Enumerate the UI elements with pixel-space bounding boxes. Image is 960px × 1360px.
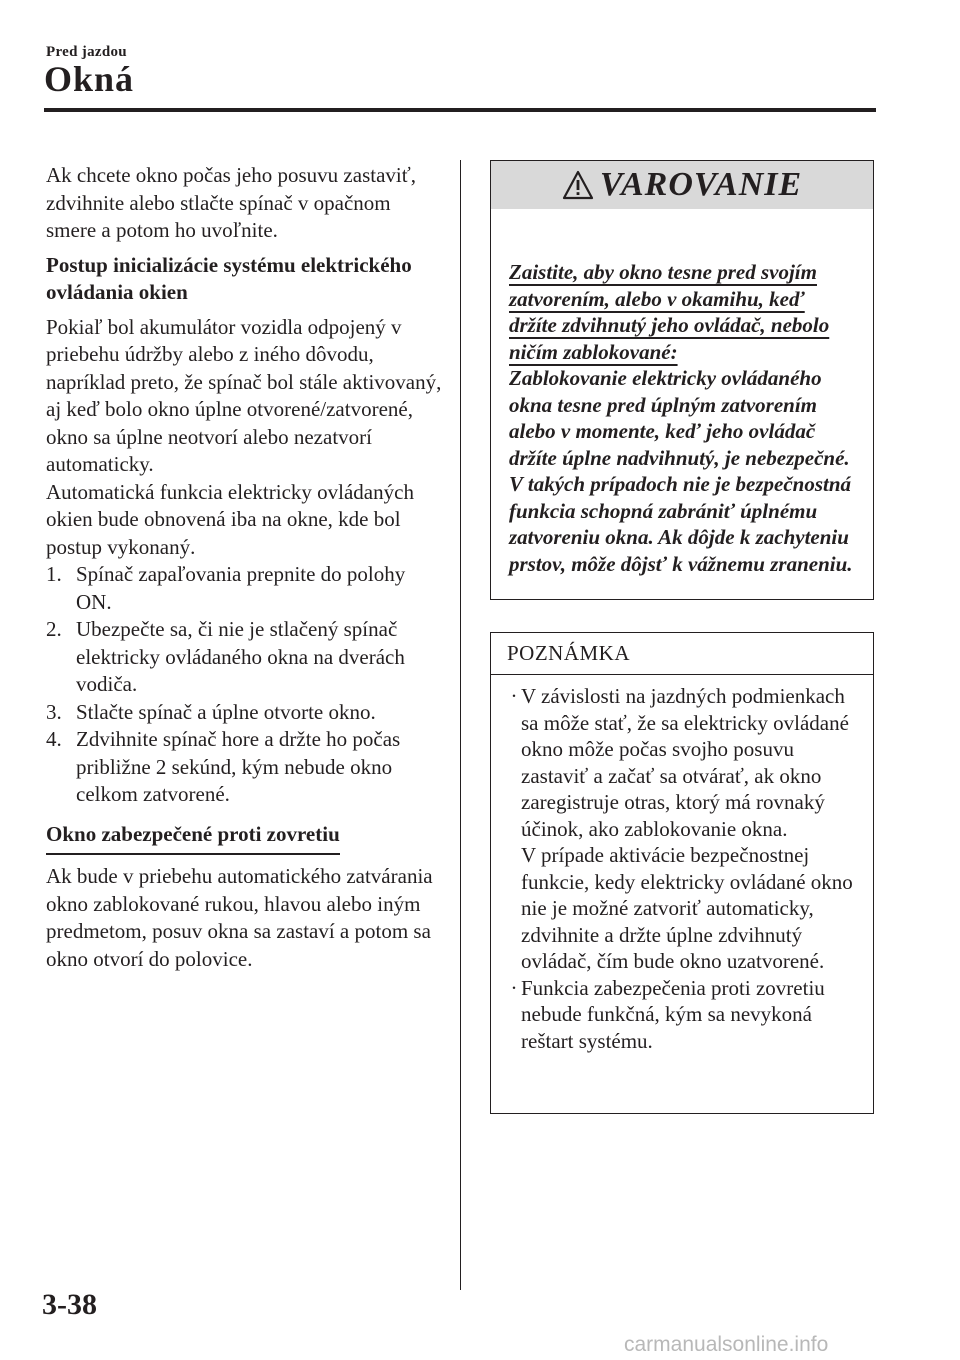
page-number: 3-38 <box>42 1288 97 1321</box>
step-item <box>46 726 446 809</box>
pinch-heading: Okno zabezpečené proti zovretiu <box>46 821 340 856</box>
page-title: Okná <box>44 59 135 99</box>
note-body <box>491 675 873 1054</box>
step-item <box>46 699 446 727</box>
step-item <box>46 561 446 616</box>
pinch-paragraph: Ak bude v priebehu automatického zatvárania okno zablokované rukou, hlavou alebo iným predmetom, posuv okna sa zastaví a potom sa okno otvorí do polovice. <box>46 864 433 971</box>
note-box <box>490 632 874 1114</box>
step-text: Ubezpečte sa, či nie je stlačený spínač elektricky ovládaného okna na dverách vodiča. <box>76 617 405 696</box>
init-paragraph: Pokiaľ bol akumulátor vozidla odpojený v priebehu údržby alebo z iného dôvodu, napríklad preto, že spínač bol stále aktivovaný, aj keď bolo okno úplne otvorené/zatvorené, okno sa úplne neotvorí alebo nezatvorí automaticky. <box>46 314 442 476</box>
step-number: 2. <box>46 617 62 641</box>
note-item <box>507 975 863 1055</box>
steps-list <box>46 561 446 809</box>
intro-paragraph: Ak chcete okno počas jeho posuvu zastaviť, zdvihnite alebo stlačte spínač v opačnom smere a potom ho uvoľnite. <box>46 163 416 242</box>
note-item-text: V závislosti na jazdných podmienkach sa môže stať, že sa elektricky ovládané okno môže počas svojho posuvu zastaviť a začať sa otvárať, ak okno zaregistruje otras, ktorý má rovnaký účinok, ako zablokovanie okna. <box>521 684 849 841</box>
column-divider <box>460 160 461 1290</box>
bullet-dot-icon: · <box>510 684 518 708</box>
step-number: 4. <box>46 727 62 751</box>
section-label: Pred jazdou <box>46 44 127 60</box>
bullet-dot-icon: · <box>510 975 518 1000</box>
watermark: carmanualsonline.info <box>624 1333 829 1356</box>
step-text: Stlačte spínač a úplne otvorte okno. <box>76 699 376 724</box>
warning-header <box>491 161 873 209</box>
left-column <box>46 162 446 973</box>
step-text: Spínač zapaľovania prepnite do polohy ON. <box>76 562 406 614</box>
warning-paragraph: Zablokovanie elektricky ovládaného okna tesne pred úplným zatvorením alebo v momente, keď jeho ovládač držíte úplne nadvihnutý, je nebezpečné. <box>509 366 850 470</box>
init-heading: Postup inicializácie systému elektrického ovládania okien <box>46 252 412 304</box>
step-item <box>46 616 446 699</box>
warning-body <box>491 209 873 577</box>
init-paragraph-2: Automatická funkcia elektricky ovládaných okien bude obnovená iba na okne, kde bol postup vykonaný. <box>46 479 414 559</box>
step-number: 1. <box>46 562 62 586</box>
warning-lead: Zaistite, aby okno tesne pred svojím zatvorením, alebo v okamihu, keď držíte zdvihnutý jeho ovládač, nebolo ničím zablokované: <box>509 260 830 364</box>
warning-paragraph-2: V takých prípadoch nie je bezpečnostná funkcia schopná zabrániť úplnému zatvoreniu okna. Ak dôjde k zachyteniu prstov, môže dôjsť k vážnemu zraneniu. <box>509 472 853 576</box>
step-text: Zdvihnite spínač hore a držte ho počas približne 2 sekúnd, kým nebude okno celkom zatvorené. <box>76 727 401 806</box>
step-number: 3. <box>46 699 62 724</box>
note-item-text: Funkcia zabezpečenia proti zovretiu nebude funkčná, kým sa nevykoná reštart systému. <box>521 975 825 1053</box>
note-title: POZNÁMKA <box>491 633 873 675</box>
warning-title: VAROVANIE <box>599 166 803 203</box>
note-item <box>507 683 863 975</box>
warning-triangle-icon <box>562 170 594 200</box>
note-item-text-2: V prípade aktivácie bezpečnostnej funkcie, kedy elektricky ovládané okno nie je možné zatvoriť automaticky, zdvihnite a držte úplne zdvihnutý ovládač, čím bude okno uzatvorené. <box>521 843 853 973</box>
header-rule <box>44 108 876 112</box>
warning-box <box>490 160 874 600</box>
